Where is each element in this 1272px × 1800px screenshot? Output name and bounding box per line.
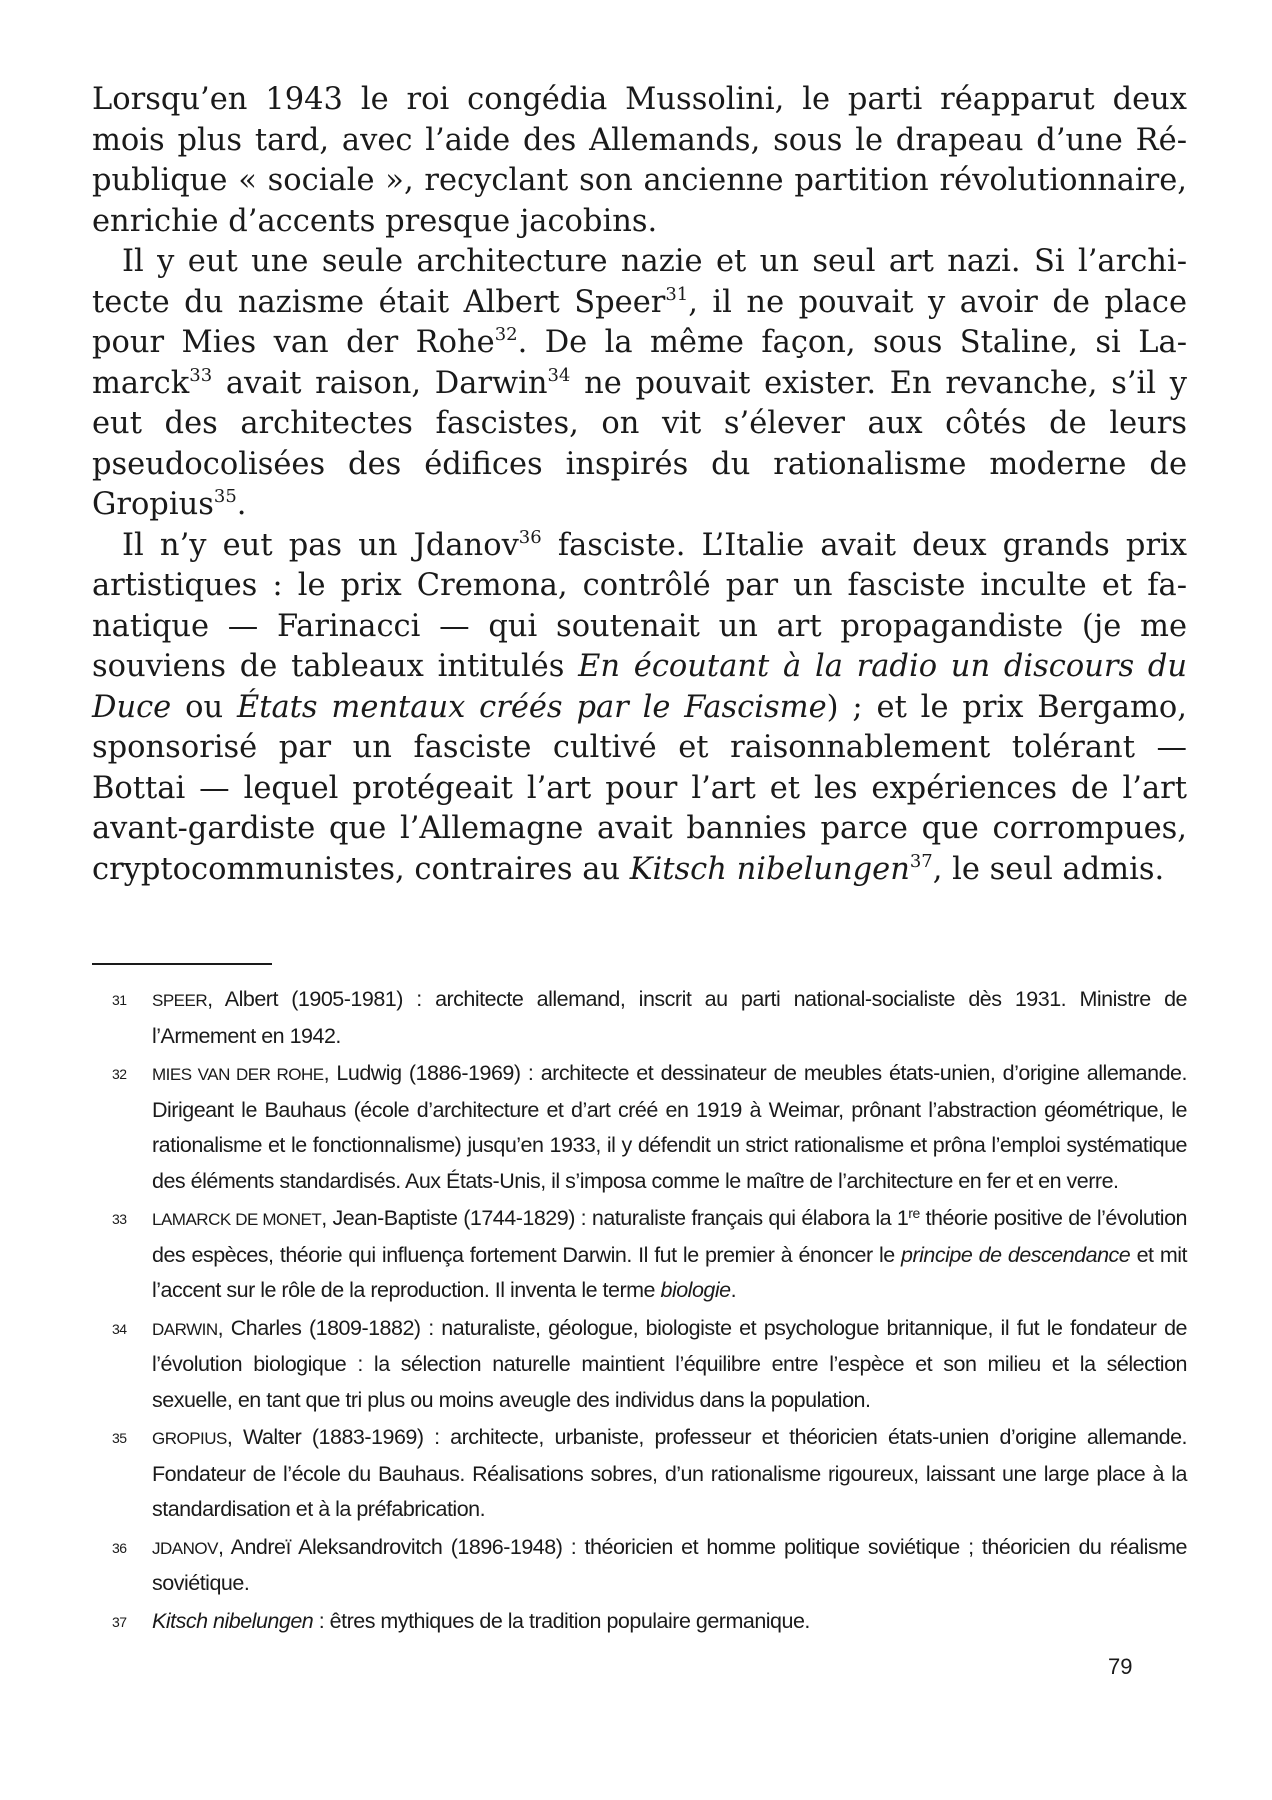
footnote-36 bbox=[112, 1530, 1187, 1602]
text-run: ) ; et le prix Bergamo, sponsorisé par un fasciste cultivé et raisonnablement tolérant — Bottai — lequel protégeait l’art pour l’art et les expériences de l’art avant-gardiste que l’Allemagne avait bannies parce que corrompues, cryptocommunistes, contraires au bbox=[92, 689, 1187, 887]
footnotes bbox=[112, 982, 1187, 1641]
paragraph-2 bbox=[92, 242, 1187, 526]
footnote-33 bbox=[112, 1201, 1187, 1309]
footnote-number: 32 bbox=[112, 1066, 127, 1082]
footnote-text: . bbox=[730, 1278, 737, 1302]
paragraph-1 bbox=[92, 80, 1187, 242]
footnote-32 bbox=[112, 1056, 1187, 1199]
footnote-37 bbox=[112, 1604, 1187, 1640]
artwork-title: États mentaux créés par le Fascisme bbox=[236, 689, 827, 725]
footnote-name: JDANOV bbox=[152, 1538, 218, 1558]
ordinal-suffix: re bbox=[908, 1205, 920, 1221]
footnote-italic: principe de descendance bbox=[901, 1242, 1131, 1267]
footnote-35 bbox=[112, 1420, 1187, 1528]
footnote-ref-32[interactable]: 32 bbox=[494, 324, 518, 345]
footnote-italic: biologie bbox=[660, 1278, 731, 1302]
text-run: fasciste. L’Italie avait deux grands prix artistiques : le prix Cremona, contrôlé par un fasciste inculte et fanatique — Farinacci — qui soutenait un art propagandiste (je me souviens de tableaux intitulés bbox=[92, 527, 1187, 684]
footnote-ref-37[interactable]: 37 bbox=[909, 850, 933, 872]
text-run: . De la même façon, sous Staline, si Lamarck bbox=[92, 325, 1187, 401]
footnote-name: DARWIN bbox=[152, 1319, 218, 1339]
footnote-text: , Walter (1883-1969) : architecte, urbaniste, professeur et théoricien états-unien d’origine allemande. Fondateur de l’école du Bauhaus. Réalisations sobres, d’un rationalisme rigoureux, laissant une large place à la standardisation et à la préfabrication. bbox=[152, 1425, 1187, 1521]
footnote-34 bbox=[112, 1311, 1187, 1419]
footnote-31 bbox=[112, 982, 1187, 1054]
footnote-ref-31[interactable]: 31 bbox=[665, 283, 689, 305]
footnote-number: 36 bbox=[112, 1539, 127, 1556]
text-run: ne pouvait exister. En revanche, s’il y eut des architectes fascistes, on vit s’élever aux côtés de leurs pseudocolisées des édifices inspirés du rationalisme moderne de Gropius bbox=[92, 365, 1187, 522]
footnote-number: 33 bbox=[112, 1211, 127, 1227]
footnote-ref-35[interactable]: 35 bbox=[213, 486, 237, 507]
footnote-text: , Ludwig (1886-1969) : architecte et dessinateur de meubles états-unien, d’origine allemande. Dirigeant le Bauhaus (école d’architecture et d’art créé en 1919 à Weimar, prônant l’abstraction géométrique, le rationalisme et le fonctionnalisme) jusqu’en 1933, il y défendit un strict rationalisme et prôna l’emploi systématique des éléments standardisés. Aux États-Unis, il s’imposa comme le maître de l’architecture en fer et en verre. bbox=[152, 1061, 1187, 1193]
footnote-separator bbox=[92, 963, 272, 965]
paragraph-3 bbox=[92, 526, 1187, 891]
footnote-text: et mit l’accent sur le rôle de la reproduction. Il inventa le terme bbox=[152, 1242, 1188, 1302]
footnote-text: théorie positive de l’évolution des espèces, théorie qui influença fortement Darwin. Il fut le premier à énoncer le bbox=[152, 1206, 1187, 1267]
paragraph-1-text: Lorsqu’en 1943 le roi congédia Mussolini, le parti réapparut deux mois plus tard, avec l’aide des Allemands, sous le drapeau d’une République « sociale », recyclant son ancienne partition révolutionnaire, enrichie d’accents presque jacobins. bbox=[92, 82, 1187, 239]
footnote-ref-33[interactable]: 33 bbox=[189, 364, 213, 386]
footnote-text: , Andreï Aleksandrovitch (1896-1948) : théoricien et homme politique soviétique ; théoricien du réalisme soviétique. bbox=[152, 1534, 1187, 1595]
page-number: 79 bbox=[1108, 1654, 1133, 1679]
footnote-name: MIES VAN DER ROHE bbox=[152, 1065, 324, 1084]
text-run: , il ne pouvait y avoir de place pour Mies van der Rohe bbox=[92, 284, 1187, 360]
term-italic: Kitsch nibelungen bbox=[629, 851, 910, 887]
footnote-text: , Albert (1905-1981) : architecte allemand, inscrit au parti national-socialiste dès 1931. Ministre de l’Armement en 1942. bbox=[152, 987, 1187, 1048]
footnote-name: LAMARCK DE MONET bbox=[152, 1210, 322, 1229]
footnote-ref-36[interactable]: 36 bbox=[518, 526, 542, 548]
footnote-text: : êtres mythiques de la tradition populaire germanique. bbox=[313, 1608, 810, 1633]
footnote-text: , Jean-Baptiste (1744-1829) : naturaliste français qui élabora la 1 bbox=[321, 1206, 909, 1230]
artwork-title: En écoutant à la radio un discours du Duce bbox=[92, 649, 1188, 725]
footnote-number: 31 bbox=[112, 992, 127, 1008]
footnote-number: 37 bbox=[112, 1613, 127, 1630]
text-run: , le seul admis. bbox=[932, 851, 1165, 887]
text-run: avait raison, Darwin bbox=[212, 365, 548, 401]
footnote-name: GROPIUS bbox=[152, 1429, 227, 1448]
text-run: Il n’y eut pas un Jdanov bbox=[122, 527, 519, 563]
footnote-number: 35 bbox=[112, 1430, 127, 1446]
text-run: ou bbox=[171, 689, 237, 725]
footnote-text: , Charles (1809-1882) : naturaliste, géologue, biologiste et psychologue britannique, il fut le fondateur de l’évolution biologique : la sélection naturelle maintient l’équilibre entre l’espèce et son milieu et la sélection sexuelle, en tant que tri plus ou moins aveugle des individus dans la population. bbox=[152, 1315, 1187, 1412]
text-run: Il y eut une seule architecture nazie et un seul art nazi. Si l’architecte du nazisme était Albert Speer bbox=[92, 244, 1187, 320]
footnote-title: Kitsch nibelungen bbox=[152, 1608, 314, 1633]
footnote-ref-34[interactable]: 34 bbox=[547, 364, 571, 386]
main-text bbox=[92, 80, 1187, 890]
footnote-name: SPEER bbox=[152, 991, 208, 1010]
text-run: . bbox=[236, 487, 247, 522]
footnote-number: 34 bbox=[112, 1320, 127, 1337]
